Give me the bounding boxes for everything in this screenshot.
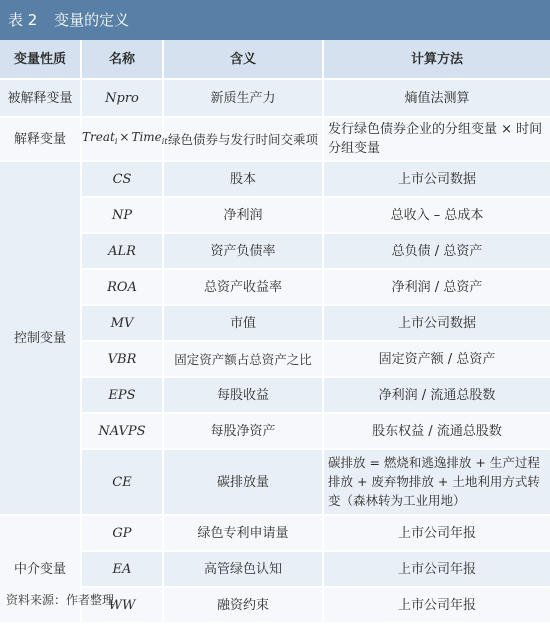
- variable-name: CE: [82, 450, 164, 516]
- table-row: [0, 198, 550, 234]
- variable-meaning: 绿色债券与发行时间交乘项: [164, 118, 324, 162]
- variable-meaning: 融资约束: [164, 588, 324, 624]
- table-row: [0, 306, 550, 342]
- variable-meaning: 碳排放量: [164, 450, 324, 516]
- times-sign: ×: [119, 129, 130, 144]
- variable-method: 股东权益 / 流通总股数: [324, 414, 550, 450]
- method-text: 碳排放 = 燃烧和逃逸排放 + 生产过程排放 + 废弃物排放 + 土地利用方式转变（森林转为工业用地）: [328, 455, 540, 508]
- variable-meaning: 每股净资产: [164, 414, 324, 450]
- variable-meaning: 绿色专利申请量: [164, 516, 324, 552]
- name-part-time: Time: [131, 129, 162, 144]
- group-cell-control: 控制变量: [0, 162, 82, 516]
- group-cell-dependent: 被解释变量: [0, 80, 82, 118]
- table-number: 表 2: [8, 11, 38, 29]
- variable-name: NAVPS: [82, 414, 164, 450]
- variable-method: 熵值法测算: [324, 80, 550, 118]
- variable-meaning: 总资产收益率: [164, 270, 324, 306]
- variable-name: CS: [82, 162, 164, 198]
- table-row: [0, 450, 550, 516]
- variable-method: 净利润 / 总资产: [324, 270, 550, 306]
- header-row: [0, 40, 550, 80]
- header-variable-type: 变量性质: [0, 40, 82, 80]
- variable-method: [324, 118, 550, 162]
- table-row: [0, 516, 550, 552]
- name-sub-i: i: [114, 136, 118, 146]
- variable-method: [324, 450, 550, 516]
- table-row: [0, 378, 550, 414]
- source-note: 资料来源：作者整理: [6, 593, 115, 607]
- variable-method: 上市公司年报: [324, 588, 550, 624]
- variable-meaning: 股本: [164, 162, 324, 198]
- variable-name: VBR: [82, 342, 164, 378]
- header-method: 计算方法: [324, 40, 550, 80]
- header-meaning: 含义: [164, 40, 324, 80]
- method-text: 发行绿色债券企业的分组变量 × 时间分组变量: [328, 122, 543, 156]
- variable-definition-table: [0, 40, 550, 624]
- variable-meaning: 每股收益: [164, 378, 324, 414]
- table-row: [0, 118, 550, 162]
- variable-name: NP: [82, 198, 164, 234]
- variable-name: GP: [82, 516, 164, 552]
- table-row: [0, 342, 550, 378]
- name-sub-it: it: [161, 136, 168, 146]
- variable-name: MV: [82, 306, 164, 342]
- variable-meaning: 净利润: [164, 198, 324, 234]
- table-row: [0, 234, 550, 270]
- variable-name: Npro: [82, 80, 164, 118]
- variable-meaning: 固定资产额占总资产之比: [164, 342, 324, 378]
- table-title-bar: [0, 0, 550, 40]
- table-row: [0, 414, 550, 450]
- variable-name: [82, 118, 168, 162]
- variable-method: 固定资产额 / 总资产: [324, 342, 550, 378]
- variable-meaning: 新质生产力: [164, 80, 324, 118]
- variable-name: EA: [82, 552, 164, 588]
- variable-method: 上市公司数据: [324, 306, 550, 342]
- variable-name: ROA: [82, 270, 164, 306]
- variable-meaning: 市值: [164, 306, 324, 342]
- name-part-treat: Treat: [82, 129, 115, 144]
- variable-method: 上市公司年报: [324, 516, 550, 552]
- table-row: [0, 80, 550, 118]
- variable-method: 总负债 / 总资产: [324, 234, 550, 270]
- variable-name: ALR: [82, 234, 164, 270]
- header-name: 名称: [82, 40, 164, 80]
- table-row: [0, 552, 550, 588]
- group-cell-mediator: 中介变量: [0, 516, 82, 624]
- table-row: [0, 162, 550, 198]
- group-cell-explanatory: 解释变量: [0, 118, 82, 162]
- variable-name: WW: [82, 588, 164, 624]
- variable-method: 净利润 / 流通总股数: [324, 378, 550, 414]
- table-row: [0, 270, 550, 306]
- table-title: 变量的定义: [54, 11, 130, 29]
- variable-method: 总收入 – 总成本: [324, 198, 550, 234]
- variable-method: 上市公司年报: [324, 552, 550, 588]
- variable-method: 上市公司数据: [324, 162, 550, 198]
- variable-name: EPS: [82, 378, 164, 414]
- variable-meaning: 高管绿色认知: [164, 552, 324, 588]
- variable-meaning: 资产负债率: [164, 234, 324, 270]
